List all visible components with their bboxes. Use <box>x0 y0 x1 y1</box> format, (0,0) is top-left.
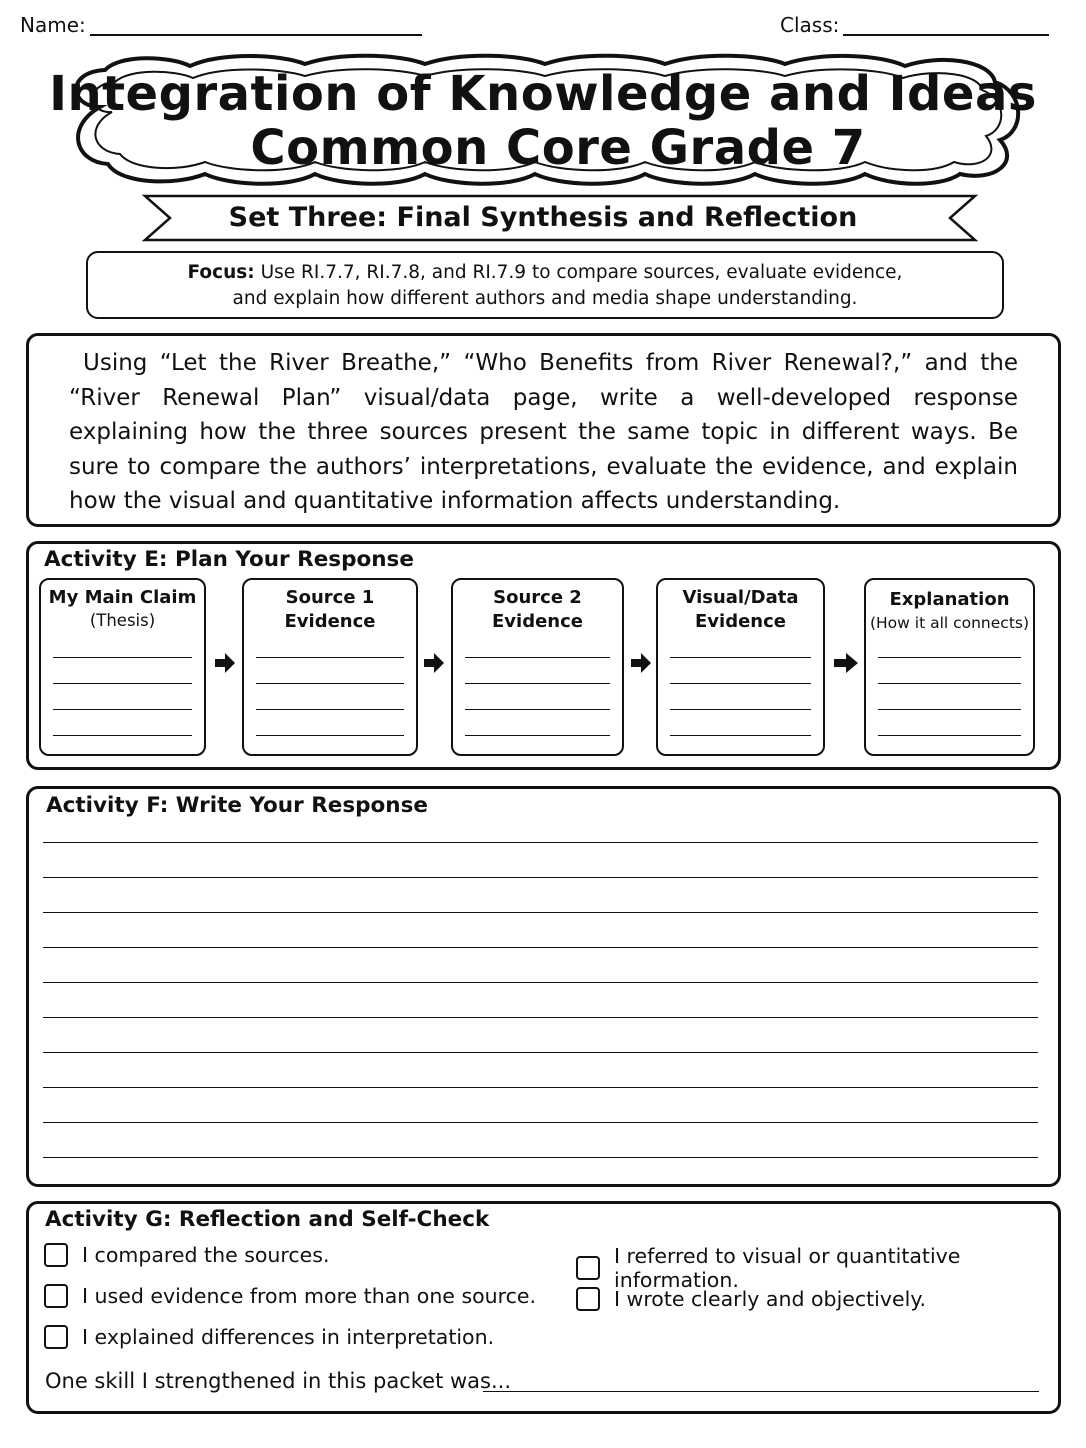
plan-box-heading: Explanation <box>889 589 1010 610</box>
title-line-1: Integration of Knowledge and Ideas <box>49 66 1037 122</box>
checkbox[interactable] <box>44 1284 68 1308</box>
plan-box-heading: Source 2 <box>493 587 582 608</box>
focus-text-2: and explain how different authors and media shape understanding. <box>232 288 858 309</box>
checkbox[interactable] <box>44 1243 68 1267</box>
section-banner-title: Set Three: Final Synthesis and Reflection <box>228 202 858 233</box>
plan-box-lines[interactable] <box>465 632 610 736</box>
activity-g-title: Activity G: Reflection and Self-Check <box>45 1207 490 1232</box>
arrow-right-icon <box>213 651 237 675</box>
plan-box-source-1 <box>242 578 418 756</box>
focus-label: Focus: <box>187 262 255 283</box>
focus-text-1: Use RI.7.7, RI.7.8, and RI.7.9 to compare sources, evaluate evidence, <box>260 262 903 283</box>
title-line-2: Common Core Grade 7 <box>250 120 866 176</box>
checklist-item-clearly <box>576 1287 926 1311</box>
writing-prompt-box <box>26 333 1061 527</box>
plan-box-heading-2: Evidence <box>695 611 786 632</box>
checklist-label: I compared the sources. <box>82 1243 330 1267</box>
checklist-label: I referred to visual or quantitative information. <box>614 1244 961 1292</box>
writing-prompt-text: Using “Let the River Breathe,” “Who Benefits from River Renewal?,” and the “River Renewal Plan” visual/data page, write a well-developed response explaining how the three sources present the same topic in different ways. Be sure to compare the authors’ interpretations, evaluate the evidence, and explain how the visual and quantitative information affects understanding. <box>69 350 1018 514</box>
name-field[interactable] <box>90 34 422 36</box>
checklist-item-evidence <box>44 1284 536 1308</box>
plan-box-lines[interactable] <box>878 632 1021 736</box>
focus-box <box>86 251 1004 319</box>
checklist-item-visual <box>576 1244 1086 1292</box>
checklist-label: I explained differences in interpretation. <box>82 1325 495 1349</box>
plan-box-visual-data <box>656 578 825 756</box>
plan-box-main-claim <box>39 578 206 756</box>
plan-box-subheading: (How it all connects) <box>869 614 1030 632</box>
skill-answer-line[interactable] <box>483 1391 1039 1392</box>
checklist-item-compared <box>44 1243 329 1267</box>
plan-box-source-2 <box>451 578 624 756</box>
activity-f-title: Activity F: Write Your Response <box>46 793 428 818</box>
class-field[interactable] <box>843 34 1049 36</box>
plan-box-explanation <box>864 578 1035 756</box>
skill-prompt: One skill I strengthened in this packet was... <box>45 1369 511 1393</box>
checklist-label: I used evidence from more than one source. <box>82 1284 537 1308</box>
activity-e-title: Activity E: Plan Your Response <box>44 547 414 572</box>
plan-box-lines[interactable] <box>670 632 811 736</box>
checkbox[interactable] <box>576 1256 600 1280</box>
checklist-label: I wrote clearly and objectively. <box>614 1287 927 1311</box>
arrow-right-icon <box>832 651 860 675</box>
plan-box-heading: Source 1 <box>285 587 375 608</box>
plan-box-heading-2: Evidence <box>284 611 376 632</box>
plan-box-lines[interactable] <box>53 632 192 736</box>
plan-box-lines[interactable] <box>256 632 404 736</box>
arrow-right-icon <box>422 651 446 675</box>
plan-box-heading: My Main Claim <box>48 587 197 608</box>
plan-box-heading-2: Evidence <box>492 611 583 632</box>
name-label: Name: <box>20 13 86 37</box>
plan-box-heading: Visual/Data <box>682 587 799 608</box>
checkbox[interactable] <box>576 1287 600 1311</box>
activity-f-section <box>26 786 1061 1187</box>
arrow-right-icon <box>629 651 653 675</box>
class-label: Class: <box>780 13 840 37</box>
plan-box-subheading: (Thesis) <box>89 611 156 630</box>
checklist-item-differences <box>44 1325 494 1349</box>
checkbox[interactable] <box>44 1325 68 1349</box>
